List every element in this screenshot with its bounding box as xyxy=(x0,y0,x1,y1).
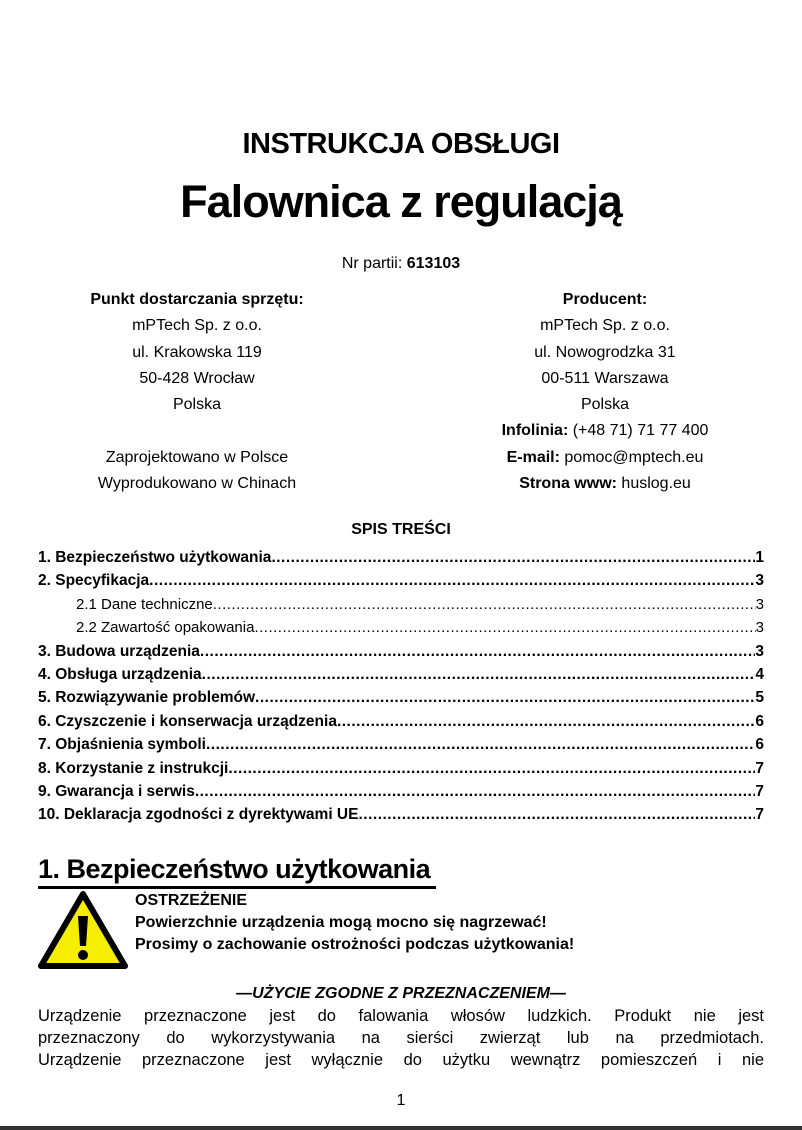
batch-number xyxy=(0,255,802,273)
toc-entry-label: 2.2 Zawartość opakowania xyxy=(76,619,255,637)
toc-title: SPIS TREŚCI xyxy=(351,521,451,538)
page-number: 1 xyxy=(396,1092,406,1109)
toc-entry-page: 5 xyxy=(755,689,764,707)
delivery-address xyxy=(17,287,377,497)
toc-entry-page: 7 xyxy=(755,806,764,824)
warning-triangle-icon xyxy=(37,890,129,970)
website-link[interactable]: huslog.eu xyxy=(621,475,691,493)
toc-entry-label: 7. Objaśnienia symboli xyxy=(38,736,206,754)
batch-label: Nr partii: xyxy=(341,255,403,272)
address-line: mPTech Sp. z o.o. xyxy=(540,317,670,335)
hotline-label: Infolinia: xyxy=(501,422,569,440)
body-line: Urządzenie przeznaczone jest wyłącznie do użytku wewnątrz pomieszczeń i nie xyxy=(38,1051,764,1069)
toc-entry[interactable] xyxy=(38,803,764,826)
toc-entry[interactable] xyxy=(38,593,764,616)
warning-line: Powierzchnie urządzenia mogą mocno się nagrzewać! xyxy=(135,914,547,931)
address-line: Polska xyxy=(172,396,222,414)
toc-leader-dots xyxy=(206,733,755,756)
address-line: ul. Krakowska 119 xyxy=(132,343,262,361)
toc-entry-label: 3. Budowa urządzenia xyxy=(38,642,200,660)
toc-entry-label: 2. Specyfikacja xyxy=(38,572,150,590)
address-line: ul. Nowogrodzka 31 xyxy=(534,343,676,361)
toc-entry-page: 3 xyxy=(755,642,764,660)
toc-entry[interactable] xyxy=(38,733,764,756)
toc-leader-dots xyxy=(149,569,755,592)
product-title: Falownica z regulacją xyxy=(180,176,622,227)
warning-text xyxy=(135,890,574,956)
email-link[interactable]: pomoc@mptech.eu xyxy=(564,448,704,466)
toc-entry[interactable] xyxy=(38,686,764,709)
toc-entry-page: 6 xyxy=(755,712,764,730)
toc-entry-label: 2.1 Dane techniczne xyxy=(76,595,213,613)
toc-entry[interactable] xyxy=(38,757,764,780)
toc-entry[interactable] xyxy=(38,640,764,663)
hotline-value: (+48 71) 71 77 400 xyxy=(572,422,709,440)
toc-entry-page: 3 xyxy=(755,595,764,613)
toc-entry-page: 1 xyxy=(755,549,764,566)
warning-line: Prosimy o zachowanie ostrożności podczas użytkowania! xyxy=(135,936,575,953)
section-heading: 1. Bezpieczeństwo użytkowania xyxy=(38,852,436,889)
producer-address xyxy=(425,287,785,497)
toc-entry-label: 9. Gwarancja i serwis xyxy=(38,782,195,800)
toc-entry[interactable] xyxy=(38,663,764,686)
toc-entry-label: 8. Korzystanie z instrukcji xyxy=(38,759,229,777)
toc-entry-page: 4 xyxy=(755,665,764,683)
toc-entry[interactable] xyxy=(38,710,764,733)
toc-entry-page: 7 xyxy=(755,759,764,777)
toc-entry-page: 7 xyxy=(755,782,764,800)
toc-leader-dots xyxy=(213,593,756,616)
producer-title: Producent: xyxy=(562,291,648,308)
toc-entry-page: 6 xyxy=(755,736,764,754)
toc-entry-label: 1. Bezpieczeństwo użytkowania xyxy=(38,549,272,566)
website xyxy=(425,471,785,497)
toc-entry-page: 3 xyxy=(755,619,764,637)
toc-entry[interactable] xyxy=(38,780,764,803)
address-line: 50-428 Wrocław xyxy=(139,369,255,387)
toc-leader-dots xyxy=(228,757,755,780)
toc-entry[interactable] xyxy=(38,569,764,592)
address-line: mPTech Sp. z o.o. xyxy=(132,317,262,335)
body-line: przeznaczony do wykorzystywania na sierści zwierząt lub na przedmiotach. xyxy=(38,1029,764,1047)
toc-leader-dots xyxy=(195,780,756,803)
website-label: Strona www: xyxy=(519,475,617,493)
toc-leader-dots xyxy=(254,616,755,639)
page-bottom-border xyxy=(0,1126,802,1130)
toc-leader-dots xyxy=(337,710,755,733)
toc-leader-dots xyxy=(202,663,756,686)
toc-entry[interactable] xyxy=(38,546,764,569)
delivery-title: Punkt dostarczania sprzętu: xyxy=(90,291,304,308)
warning-title: OSTRZEŻENIE xyxy=(135,892,248,909)
made-in: Wyprodukowano w Chinach xyxy=(97,475,297,493)
email xyxy=(425,445,785,471)
toc-entry-label: 5. Rozwiązywanie problemów xyxy=(38,689,256,707)
toc-leader-dots xyxy=(255,686,755,709)
table-of-contents xyxy=(38,546,764,827)
body-line: Urządzenie przeznaczone jest do falowania włosów ludzkich. Produkt nie jest xyxy=(38,1007,764,1025)
toc-leader-dots xyxy=(358,803,755,826)
doc-type-title: INSTRUKCJA OBSŁUGI xyxy=(242,128,560,160)
designed-in: Zaprojektowano w Polsce xyxy=(105,448,289,466)
intended-use-heading: —UŻYCIE ZGODNE Z PRZEZNACZENIEM— xyxy=(236,985,566,1002)
toc-entry-label: 6. Czyszczenie i konserwacja urządzenia xyxy=(38,712,337,730)
intended-use-text xyxy=(38,1005,764,1071)
email-label: E-mail: xyxy=(506,448,560,466)
toc-leader-dots xyxy=(271,546,755,569)
toc-entry-page: 3 xyxy=(755,572,764,590)
toc-leader-dots xyxy=(200,640,755,663)
toc-entry[interactable] xyxy=(38,616,764,639)
address-line: 00-511 Warszawa xyxy=(541,369,669,387)
toc-entry-label: 10. Deklaracja zgodności z dyrektywami UE xyxy=(38,806,359,824)
hotline xyxy=(425,418,785,444)
toc-entry-label: 4. Obsługa urządzenia xyxy=(38,665,202,683)
batch-value: 613103 xyxy=(406,255,461,272)
address-line: Polska xyxy=(580,396,630,414)
